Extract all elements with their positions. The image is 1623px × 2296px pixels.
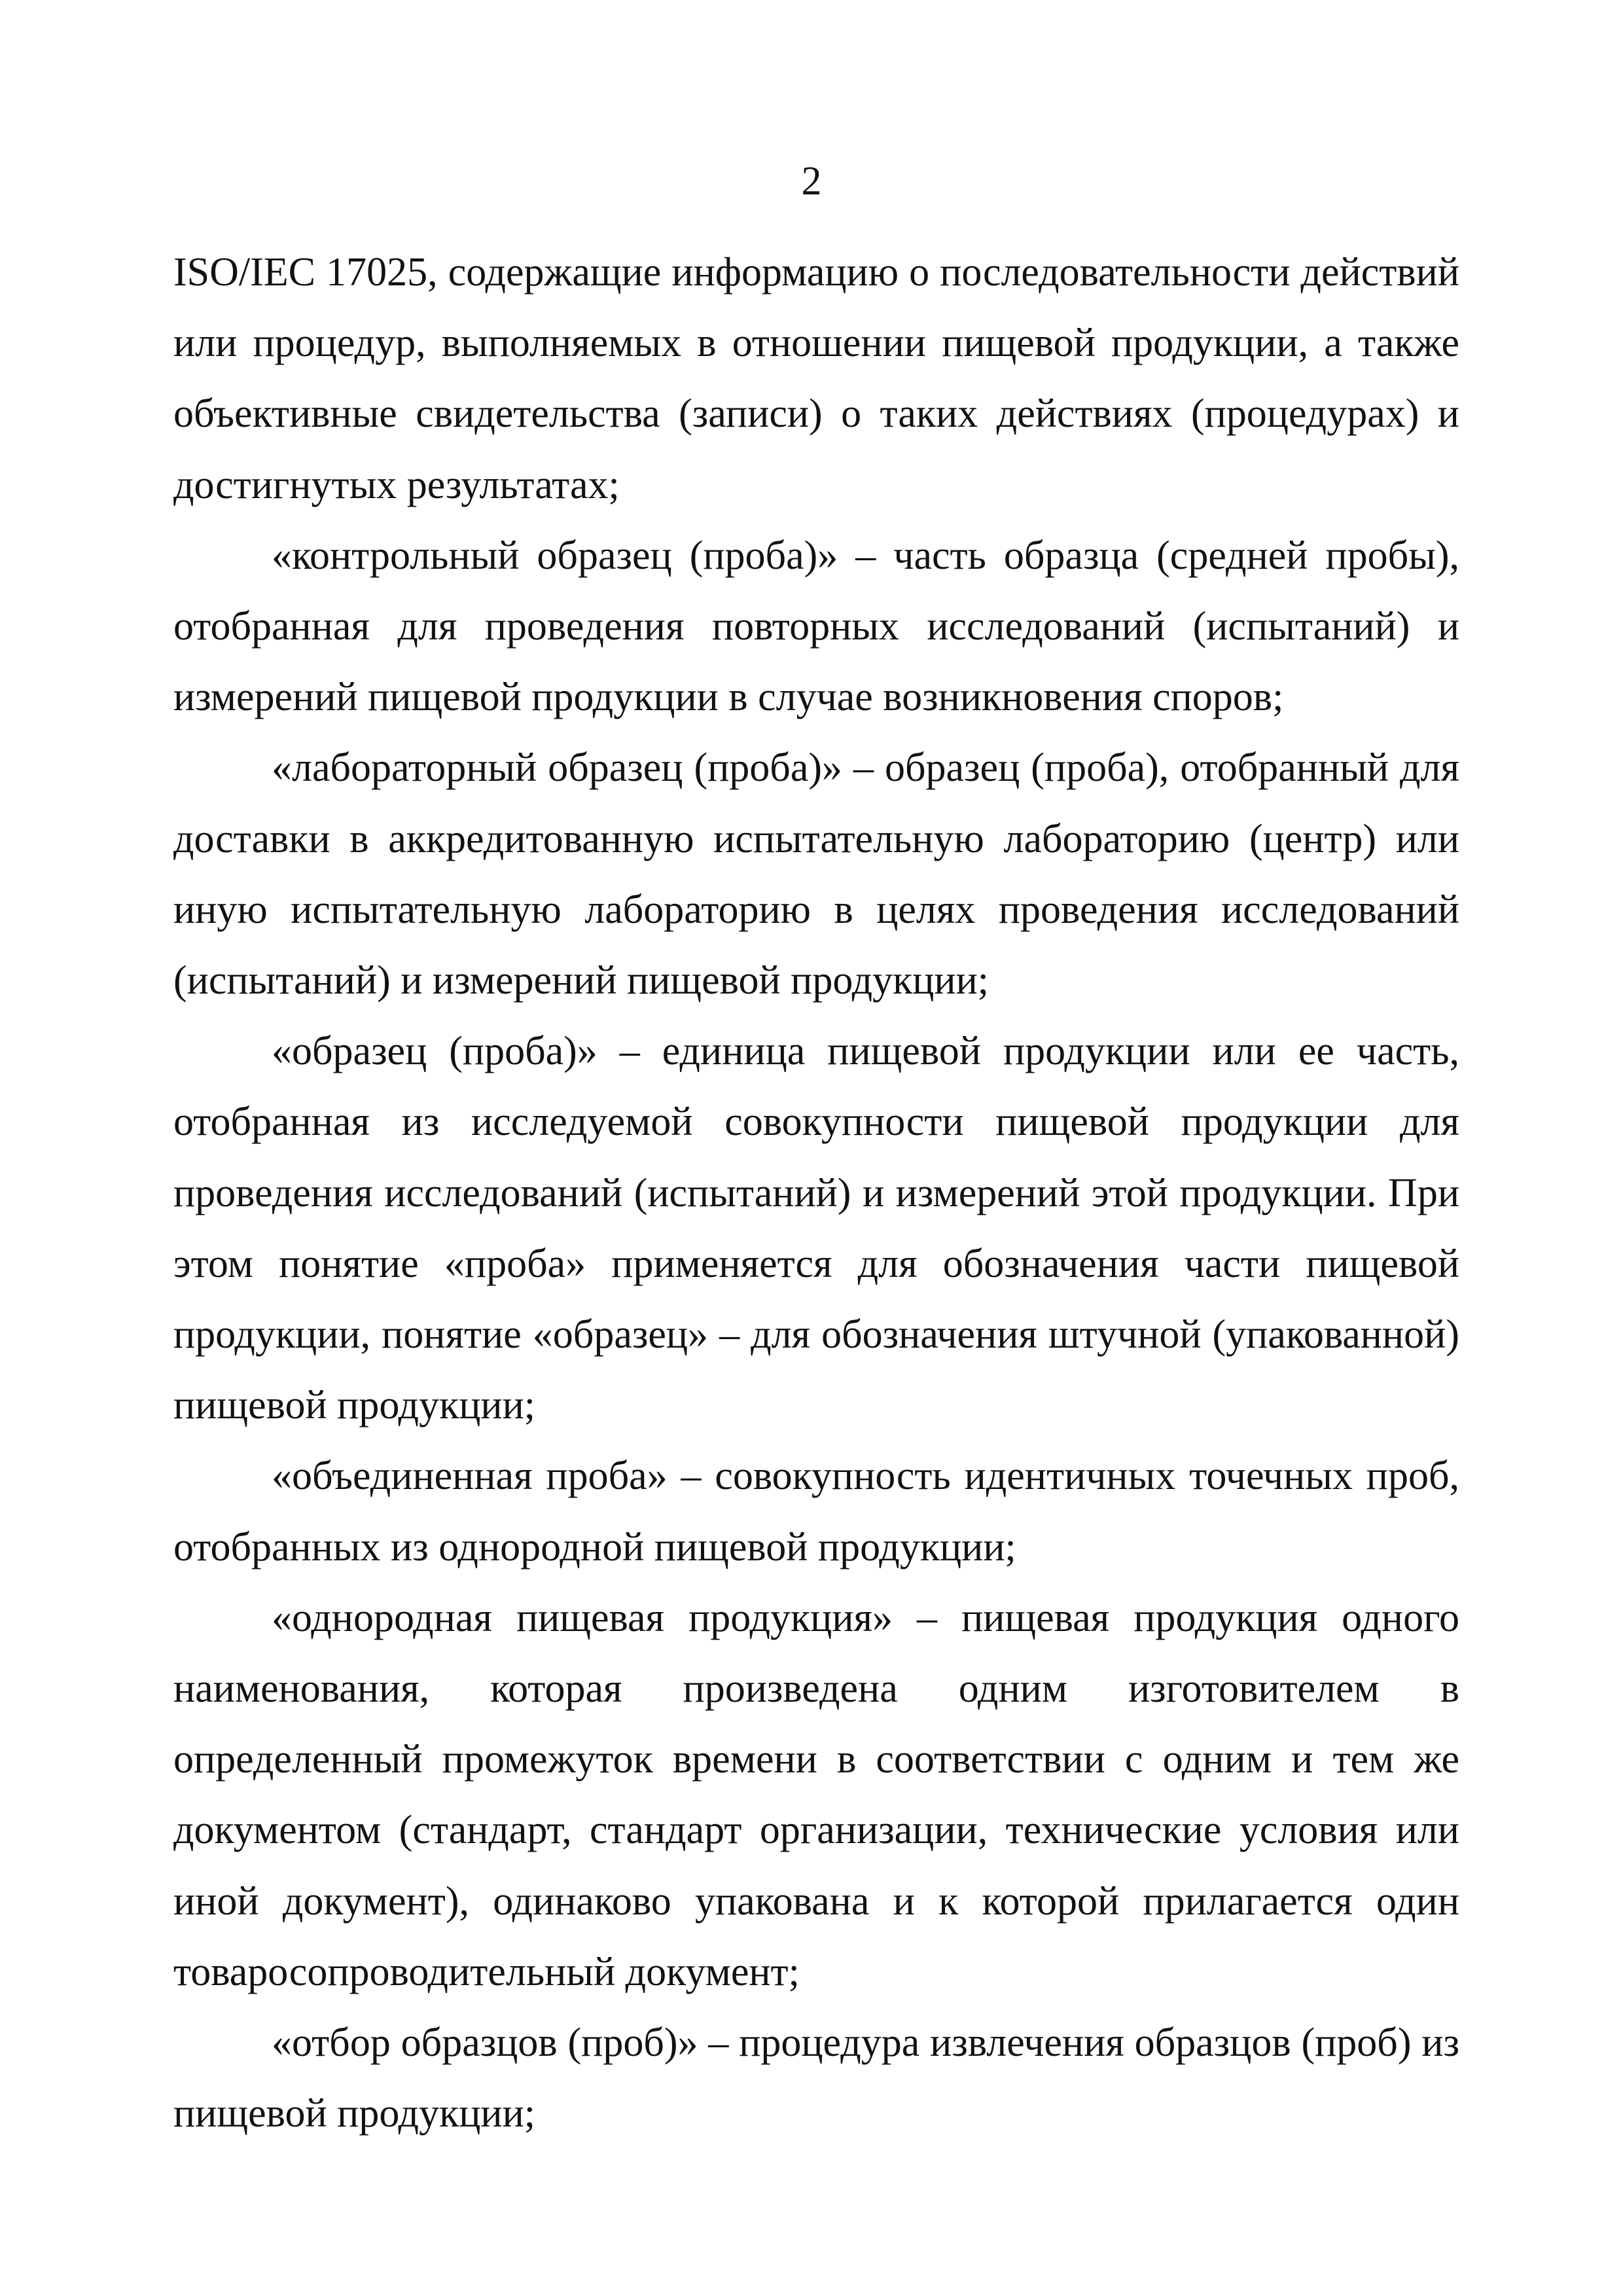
paragraph-control-sample: «контрольный образец (проба)» – часть образца (средней пробы), отобранная для проведения повторных исследований (испытаний) и измерений пищевой продукции в случае возникновения споров; [173, 533, 1459, 720]
paragraph-sampling: «отбор образцов (проб)» – процедура извлечения образцов (проб) из пищевой продукции; [173, 2020, 1459, 2136]
paragraph-continuation: ISO/IEC 17025, содержащие информацию о последовательности действий или процедур, выполняемых в отношении пищевой продукции, а также объективные свидетельства (записи) о таких действиях (процедурах) и достигнутых результатах; [173, 250, 1459, 507]
paragraph-homogeneous-product: «однородная пищевая продукция» – пищевая продукция одного наименования, которая произведена одним изготовителем в определенный промежуток времени в соответствии с одним и тем же документом (стандарт, стандарт организации, технические условия или иной документ), одинаково упакована и к которой прилагается один товаросопроводительный документ; [173, 1595, 1459, 1994]
paragraph-combined-sample: «объединенная проба» – совокупность идентичных точечных проб, отобранных из однородной пищевой продукции; [173, 1454, 1459, 1570]
page-number: 2 [801, 159, 822, 204]
document-body [173, 237, 1459, 2149]
paragraph-sample: «образец (проба)» – единица пищевой продукции или ее часть, отобранная из исследуемой совокупности пищевой продукции для проведения исследований (испытаний) и измерений этой продукции. При этом понятие «проба» применяется для обозначения части пищевой продукции, понятие «образец» – для обозначения штучной (упакованной) пищевой продукции; [173, 1029, 1459, 1428]
paragraph-laboratory-sample: «лабораторный образец (проба)» – образец (проба), отобранный для доставки в аккредитованную испытательную лабораторию (центр) или иную испытательную лабораторию в целях проведения исследований (испытаний) и измерений пищевой продукции; [173, 745, 1459, 1003]
